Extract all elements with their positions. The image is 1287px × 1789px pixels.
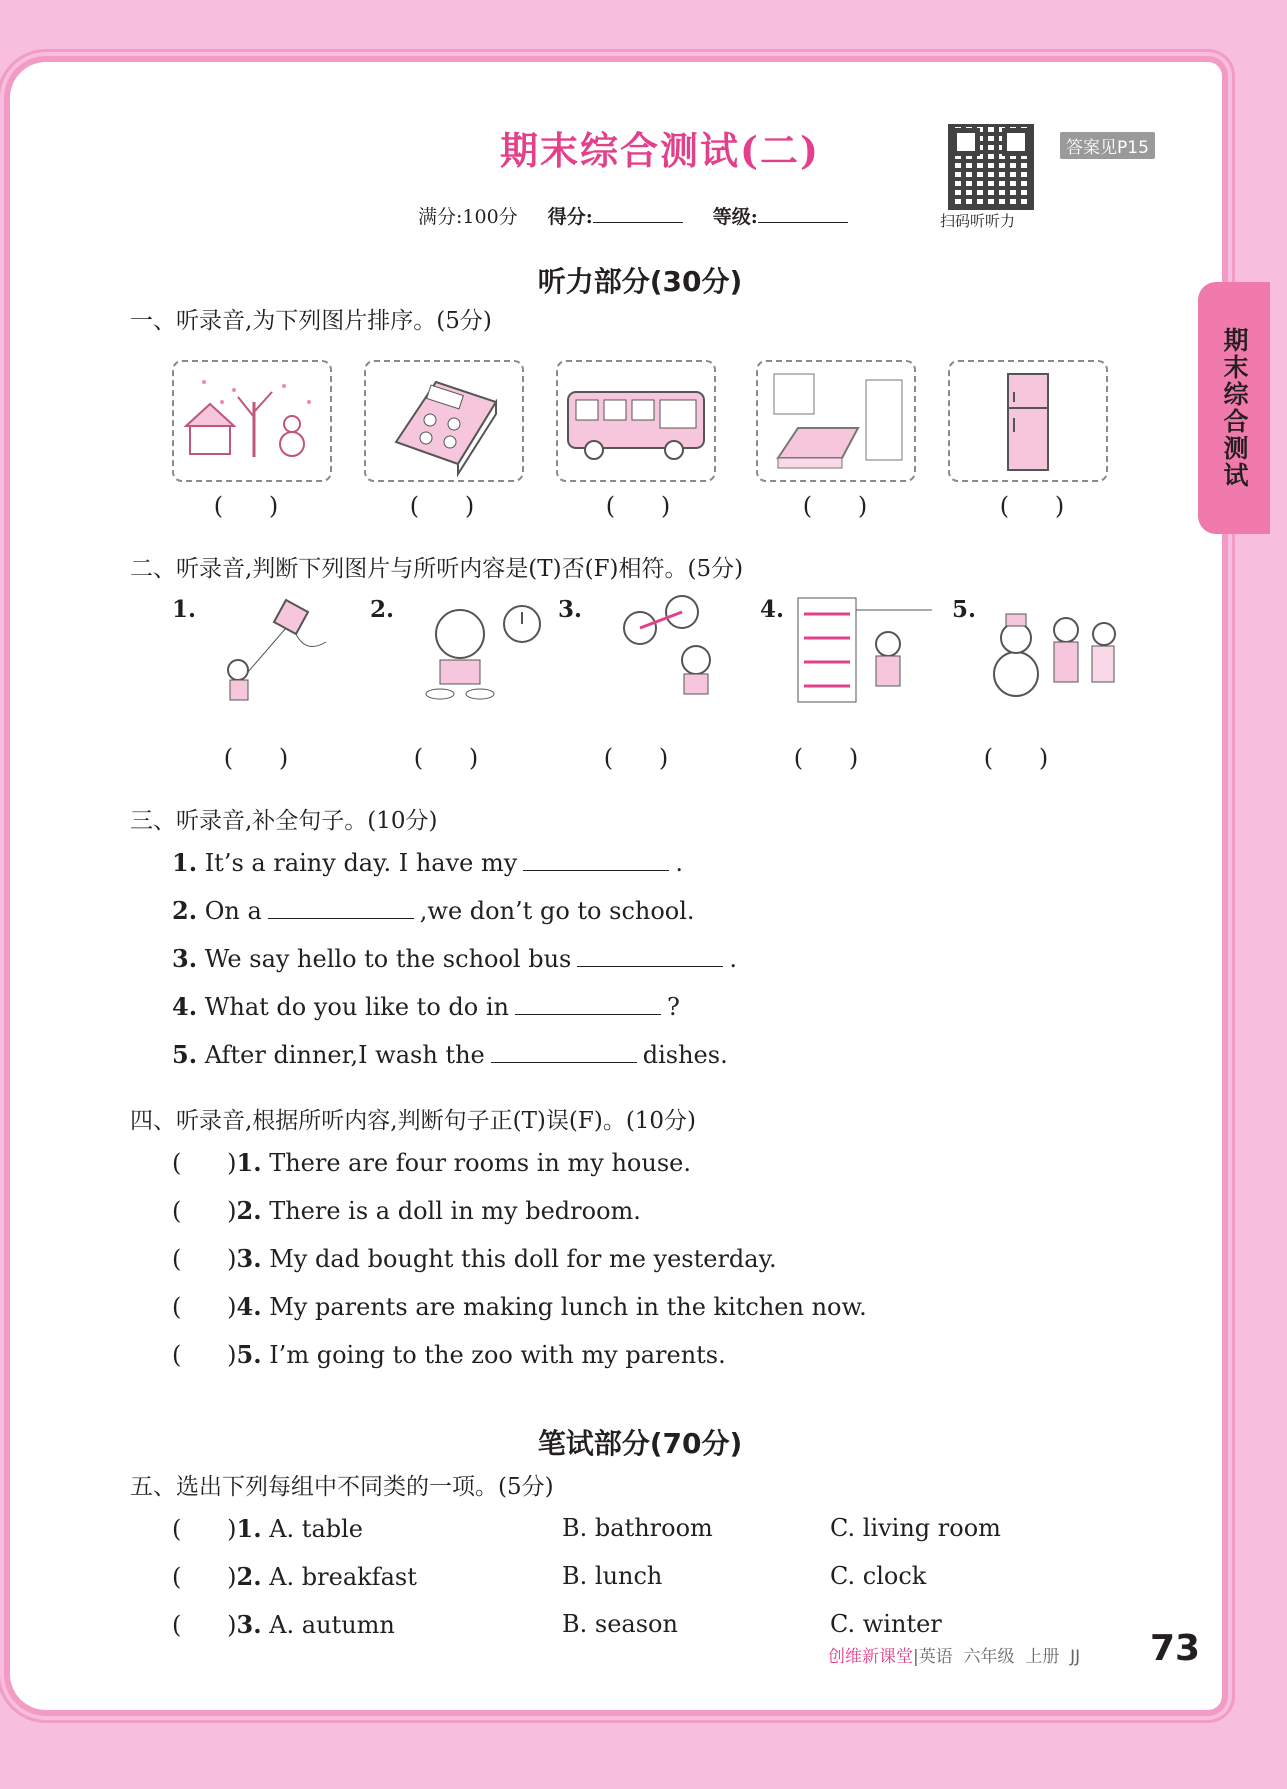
answer-bracket[interactable]: ( ) [172, 1515, 237, 1543]
true-false-item: ( )5. I’m going to the zoo with my parents. [172, 1340, 726, 1369]
qr-label: 扫码听听力 [940, 212, 1016, 230]
option-b: B. season [562, 1610, 678, 1638]
worksheet-page [10, 62, 1222, 1710]
side-tab[interactable]: 期末综合测试 [1198, 282, 1270, 534]
fill-sentence: 1. It’s a rainy day. I have my . [172, 848, 683, 877]
answer-bracket[interactable]: ( ) [223, 744, 289, 772]
grade-field: 等级: [713, 206, 848, 228]
q3-heading: 三、听录音,补全句子。(10分) [130, 808, 438, 834]
answer-bracket[interactable]: ( ) [603, 744, 669, 772]
picture-bike-accident [600, 590, 740, 710]
answer-blank[interactable] [523, 869, 669, 871]
answer-bracket[interactable]: ( ) [409, 492, 475, 520]
score-line [418, 202, 872, 229]
answer-bracket[interactable]: ( ) [213, 492, 279, 520]
q2-number: 2. [370, 596, 395, 623]
answer-bracket[interactable]: ( ) [793, 744, 859, 772]
answer-bracket[interactable]: ( ) [983, 744, 1049, 772]
q2-number: 1. [172, 596, 197, 623]
answer-blank[interactable] [577, 965, 723, 967]
answer-bracket[interactable]: ( ) [172, 1245, 237, 1273]
answer-blank[interactable] [515, 1013, 661, 1015]
picture-snow-house [172, 360, 332, 482]
q1-heading: 一、听录音,为下列图片排序。(5分) [130, 308, 492, 334]
option-b: B. bathroom [562, 1514, 713, 1542]
answer-bracket[interactable]: ( ) [413, 744, 479, 772]
answer-bracket[interactable]: ( ) [172, 1611, 237, 1639]
fill-sentence: 3. We say hello to the school bus . [172, 944, 737, 973]
answer-blank[interactable] [491, 1061, 637, 1063]
answer-reference: 答案见P15 [1060, 132, 1155, 159]
q5-heading: 五、选出下列每组中不同类的一项。(5分) [130, 1474, 554, 1500]
brand-name: 创维新课堂 [828, 1647, 913, 1667]
choice-row: ( )3. A. autumn [172, 1610, 395, 1639]
q2-number: 3. [558, 596, 583, 623]
answer-bracket[interactable]: ( ) [172, 1149, 237, 1177]
answer-bracket[interactable]: ( ) [172, 1341, 237, 1369]
q2-number: 5. [952, 596, 977, 623]
footer-info: 创维新课堂|英语 六年级 上册 JJ [828, 1647, 1081, 1667]
fill-sentence: 4. What do you like to do in ? [172, 992, 680, 1021]
picture-bedroom [756, 360, 916, 482]
picture-library [796, 594, 936, 714]
true-false-item: ( )4. My parents are making lunch in the kitchen now. [172, 1292, 867, 1321]
answer-bracket[interactable]: ( ) [172, 1293, 237, 1321]
true-false-item: ( )1. There are four rooms in my house. [172, 1148, 691, 1177]
full-score: 满分:100分 [418, 206, 518, 228]
choice-row: ( )2. A. breakfast [172, 1562, 417, 1591]
writing-section-title: 笔试部分(70分) [537, 1427, 743, 1460]
answer-bracket[interactable]: ( ) [999, 492, 1065, 520]
fill-sentence: 2. On a ,we don’t go to school. [172, 896, 695, 925]
page-number: 73 [1150, 1628, 1201, 1669]
option-c: C. clock [830, 1562, 927, 1590]
option-b: B. lunch [562, 1562, 663, 1590]
listening-section-title: 听力部分(30分) [537, 265, 743, 298]
q2-heading: 二、听录音,判断下列图片与所听内容是(T)否(F)相符。(5分) [130, 556, 744, 582]
picture-bus [556, 360, 716, 482]
true-false-item: ( )2. There is a doll in my bedroom. [172, 1196, 641, 1225]
answer-bracket[interactable]: ( ) [172, 1197, 237, 1225]
true-false-item: ( )3. My dad bought this doll for me yesterday. [172, 1244, 777, 1273]
page-title: 期末综合测试(二) [500, 128, 820, 173]
picture-kite [216, 594, 356, 714]
answer-bracket[interactable]: ( ) [172, 1563, 237, 1591]
answer-bracket[interactable]: ( ) [605, 492, 671, 520]
answer-bracket[interactable]: ( ) [802, 492, 868, 520]
score-field: 得分: [548, 206, 683, 228]
picture-snowman [986, 594, 1126, 714]
answer-blank[interactable] [268, 917, 414, 919]
q4-heading: 四、听录音,根据所听内容,判断句子正(T)误(F)。(10分) [130, 1108, 697, 1134]
choice-row: ( )1. A. table [172, 1514, 363, 1543]
picture-book [364, 360, 524, 482]
option-c: C. winter [830, 1610, 942, 1638]
fill-sentence: 5. After dinner,I wash the dishes. [172, 1040, 728, 1069]
q2-number: 4. [760, 596, 785, 623]
qr-code[interactable] [948, 124, 1034, 210]
picture-eating-clock [410, 594, 550, 714]
picture-fridge [948, 360, 1108, 482]
option-c: C. living room [830, 1514, 1001, 1542]
